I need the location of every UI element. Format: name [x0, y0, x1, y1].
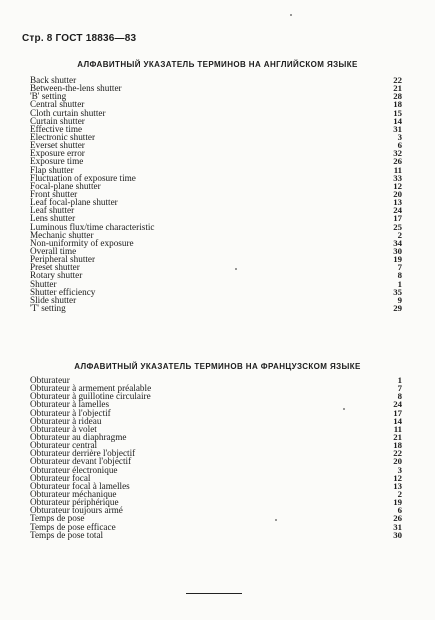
index-entry — [30, 506, 402, 514]
index-term: Effective time — [30, 123, 83, 134]
term-number: 19 — [393, 254, 402, 265]
index-term: Obturateur — [30, 375, 70, 385]
index-term: Rotary shutter — [30, 270, 83, 281]
index-term: Front shutter — [30, 188, 78, 199]
term-number: 31 — [393, 521, 402, 532]
term-number: 30 — [393, 529, 402, 540]
term-number: 28 — [393, 91, 402, 102]
index-term: Obturateur à armement préalable — [30, 383, 152, 394]
term-number: 7 — [397, 262, 402, 273]
footer-divider — [186, 593, 242, 594]
index-term: Obturateur toujours armé — [30, 505, 123, 516]
term-number: 29 — [393, 302, 402, 313]
section-title-english: АЛФАВИТНЫЙ УКАЗАТЕЛЬ ТЕРМИНОВ НА АНГЛИЙСКОМ ЯЗЫКЕ — [77, 60, 358, 69]
term-number: 8 — [397, 270, 402, 281]
term-number: 18 — [393, 99, 402, 110]
french-term-index — [30, 376, 402, 539]
index-term: Obturateur devant l'objectif — [30, 456, 132, 467]
index-term: Obturateur à l'objectif — [30, 407, 111, 418]
term-number: 30 — [393, 245, 402, 256]
index-term: Obturateur à lamelles — [30, 399, 110, 410]
term-number: 7 — [397, 383, 402, 394]
term-number: 12 — [393, 472, 402, 483]
index-entry — [30, 84, 402, 92]
term-number: 17 — [393, 213, 402, 224]
index-entry — [30, 255, 402, 263]
term-number: 26 — [393, 156, 402, 167]
term-number: 21 — [393, 83, 402, 94]
term-number: 3 — [397, 131, 402, 142]
english-term-index — [30, 76, 402, 312]
term-number: 20 — [393, 456, 402, 467]
index-entry — [30, 149, 402, 157]
index-term: Shutter — [30, 278, 57, 289]
index-term: Non-uniformity of exposure — [30, 237, 134, 248]
index-term: Obturateur périphérique — [30, 497, 119, 508]
term-number: 3 — [397, 464, 402, 475]
index-term: Obturateur focal — [30, 472, 91, 483]
term-number: 2 — [397, 229, 402, 240]
term-number: 20 — [393, 188, 402, 199]
term-number: 8 — [397, 391, 402, 402]
term-number: 13 — [393, 480, 402, 491]
index-entry — [30, 198, 402, 206]
index-term: Obturateur méchanique — [30, 488, 117, 499]
index-entry — [30, 92, 402, 100]
index-term: 'B' setting — [30, 91, 67, 102]
term-number: 25 — [393, 221, 402, 232]
term-number: 31 — [393, 123, 402, 134]
index-term: Obturateur focal à lamelles — [30, 480, 130, 491]
index-term: Focal-plane shutter — [30, 180, 101, 191]
index-term: Flap shutter — [30, 164, 74, 175]
index-entry — [30, 531, 402, 539]
index-entry — [30, 109, 402, 117]
term-number: 33 — [393, 172, 402, 183]
term-number: 15 — [393, 107, 402, 118]
term-number: 18 — [393, 440, 402, 451]
term-number: 21 — [393, 431, 402, 442]
index-term: Luminous flux/time characteristic — [30, 221, 155, 232]
scan-speck — [290, 14, 292, 16]
index-term: Obturateur à guillotine circulaire — [30, 391, 151, 402]
index-term: Cloth curtain shutter — [30, 107, 106, 118]
index-entry — [30, 141, 402, 149]
term-number: 32 — [393, 148, 402, 159]
index-entry — [30, 182, 402, 190]
index-entry — [30, 263, 402, 271]
index-entry — [30, 133, 402, 141]
index-term: Leaf shutter — [30, 205, 75, 216]
scan-speck — [343, 408, 345, 410]
term-number: 6 — [397, 505, 402, 516]
index-term: Shutter efficiency — [30, 286, 96, 297]
index-term: Temps de pose efficace — [30, 521, 116, 532]
index-term: Electronic shutter — [30, 131, 96, 142]
term-number: 1 — [397, 278, 402, 289]
term-number: 35 — [393, 286, 402, 297]
index-term: Lens shutter — [30, 213, 76, 224]
scan-speck — [275, 519, 277, 521]
index-entry — [30, 206, 402, 214]
index-entry — [30, 288, 402, 296]
index-entry — [30, 239, 402, 247]
term-number: 22 — [393, 75, 402, 85]
index-entry — [30, 271, 402, 279]
term-number: 9 — [397, 294, 402, 305]
term-number: 34 — [393, 237, 402, 248]
index-term: Obturateur au diaphragme — [30, 431, 127, 442]
term-number: 1 — [397, 375, 402, 385]
term-number: 11 — [393, 423, 402, 434]
term-number: 19 — [393, 497, 402, 508]
index-term: Mechanic shutter — [30, 229, 94, 240]
index-term: Obturateur à rideau — [30, 415, 102, 426]
page-header: Стр. 8 ГОСТ 18836—83 — [22, 33, 137, 44]
index-term: Obturateur électronique — [30, 464, 118, 475]
index-term: Temps de pose — [30, 513, 85, 524]
index-term: Overall time — [30, 245, 77, 256]
term-number: 12 — [393, 180, 402, 191]
index-term: Exposure error — [30, 148, 85, 159]
index-term: Obturateur derrière l'objectif — [30, 448, 136, 459]
term-number: 2 — [397, 488, 402, 499]
index-entry — [30, 296, 402, 304]
term-number: 24 — [393, 399, 402, 410]
term-number: 14 — [393, 415, 402, 426]
scan-speck — [235, 268, 237, 270]
index-term: Obturateur à volet — [30, 423, 97, 434]
index-term: Preset shutter — [30, 262, 80, 273]
index-term: Back shutter — [30, 75, 77, 85]
index-term: Temps de pose total — [30, 529, 104, 540]
index-term: Leaf focal-plane shutter — [30, 197, 118, 208]
index-term: Exposure time — [30, 156, 84, 167]
term-number: 13 — [393, 197, 402, 208]
index-term: Between-the-lens shutter — [30, 83, 122, 94]
index-term: Slide shutter — [30, 294, 77, 305]
index-entry — [30, 117, 402, 125]
term-number: 26 — [393, 513, 402, 524]
index-entry — [30, 304, 402, 312]
term-number: 22 — [393, 448, 402, 459]
index-term: Everset shutter — [30, 140, 85, 151]
index-term: Peripheral shutter — [30, 254, 96, 265]
term-number: 24 — [393, 205, 402, 216]
index-term: Fluctuation of exposure time — [30, 172, 136, 183]
term-number: 17 — [393, 407, 402, 418]
index-term: Obturateur central — [30, 440, 98, 451]
section-title-french: АЛФАВИТНЫЙ УКАЗАТЕЛЬ ТЕРМИНОВ НА ФРАНЦУЗСКОМ ЯЗЫКЕ — [74, 362, 361, 371]
index-term: Curtain shutter — [30, 115, 85, 126]
term-number: 11 — [393, 164, 402, 175]
term-number: 14 — [393, 115, 402, 126]
index-term: 'T' setting — [30, 302, 66, 313]
term-number: 6 — [397, 140, 402, 151]
index-entry — [30, 157, 402, 165]
index-term: Central shutter — [30, 99, 85, 110]
